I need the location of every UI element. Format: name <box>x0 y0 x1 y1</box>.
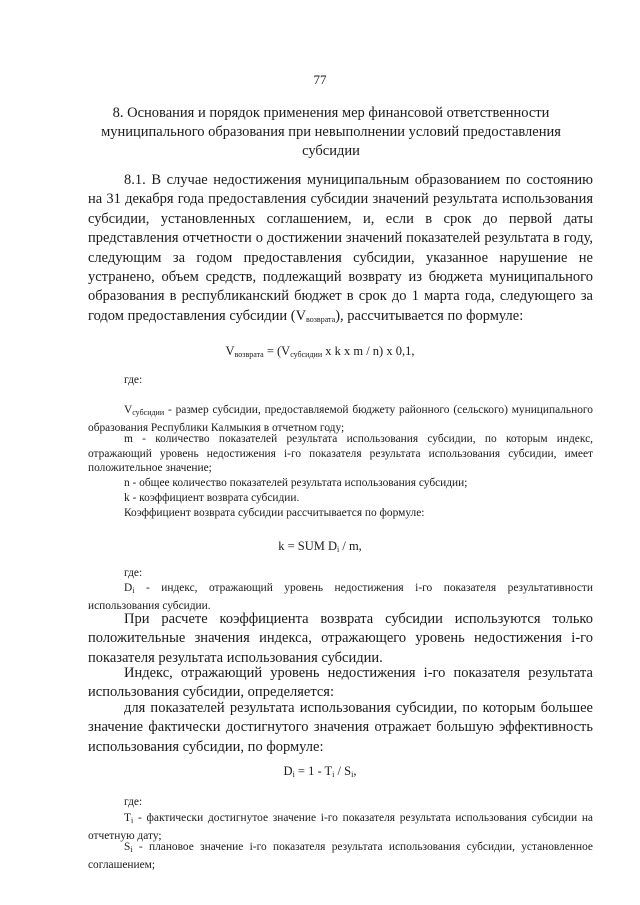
definition-v-subsidy: $V_{субсидии}$ - размер субсидии, предоставляемой бюджету районного (сельского) муниципального образования Республики Калмыкия в отчетном году; <box>88 404 593 434</box>
definition-k: k - коэффициент возврата субсидии. <box>124 492 300 504</box>
paragraph-8-1 <box>88 171 593 329</box>
where-label-1: где: <box>124 374 143 386</box>
paragraph-index-definition: Индекс, отражающий уровень недостижения i-го показателя результата использования субсидии, определяется: <box>88 665 593 701</box>
definition-t: $T_i$ - фактически достигнутое значение i-го показателя результата использования субсидии на отчетную дату; <box>88 812 593 842</box>
formula-k: k = SUM $D_i$ / m, <box>278 539 362 554</box>
where-label-3: где: <box>124 796 143 808</box>
paragraph-8-1-text: 8.1. В случае недостижения муниципальным образованием по состоянию на 31 декабря года предоставления субсидии значений результата использования субсидии, установленных соглашением, и, если в срок до первой даты представления отчетности о достижении значений показателей результата в году, следующим за годом предоставления субсидии, указанное нарушение не устранено, объем средств, подлежащий возврату из бюджета муниципального образования в республиканский бюджет в срок до 1 марта года, следующего за годом предоставления субсидии (V <box>88 172 593 324</box>
k-formula-intro: Коэффициент возврата субсидии рассчитывается по формуле: <box>124 507 425 519</box>
section-title: 8. Основания и порядок применения мер финансовой ответственности муниципального образования при невыполнении условий предоставления субсидии <box>101 105 561 159</box>
definition-m: m - количество показателей результата использования субсидии, по которым индекс, отражающий уровень недостижения i-го показателя результата использования субсидии, имеет положительное значение; <box>88 433 593 475</box>
definition-n: n - общее количество показателей результата использования субсидии; <box>124 477 468 489</box>
definition-s: $S_i$ - плановое значение i-го показателя результата использования субсидии, установленное соглашением; <box>88 841 593 871</box>
definition-d: $D_i$ - индекс, отражающий уровень недостижения i-го показателя результативности использования субсидии. <box>88 582 593 612</box>
page-number: 77 <box>313 72 327 87</box>
formula-v-return: $V_{возврата} = (V_{субсидии}$ x k x m / n) x 0,1, <box>225 344 415 359</box>
paragraph-8-1-tail: ), рассчитывается по формуле: <box>335 307 524 324</box>
where-label-2: где: <box>124 567 143 579</box>
formula-d: $D_i = 1 - T_i / S_i$, <box>283 764 357 779</box>
paragraph-positive-values: При расчете коэффициента возврата субсидии используются только положительные значения индекса, отражающего уровень недостижения i-го показателя результата использования субсидии. <box>88 611 593 666</box>
v-return-subscript: возврата <box>306 314 336 324</box>
paragraph-for-indicators: для показателей результата использования субсидии, по которым большее значение фактически достигнутого значения отражает большую эффективность использования субсидии, по формуле: <box>88 700 593 755</box>
